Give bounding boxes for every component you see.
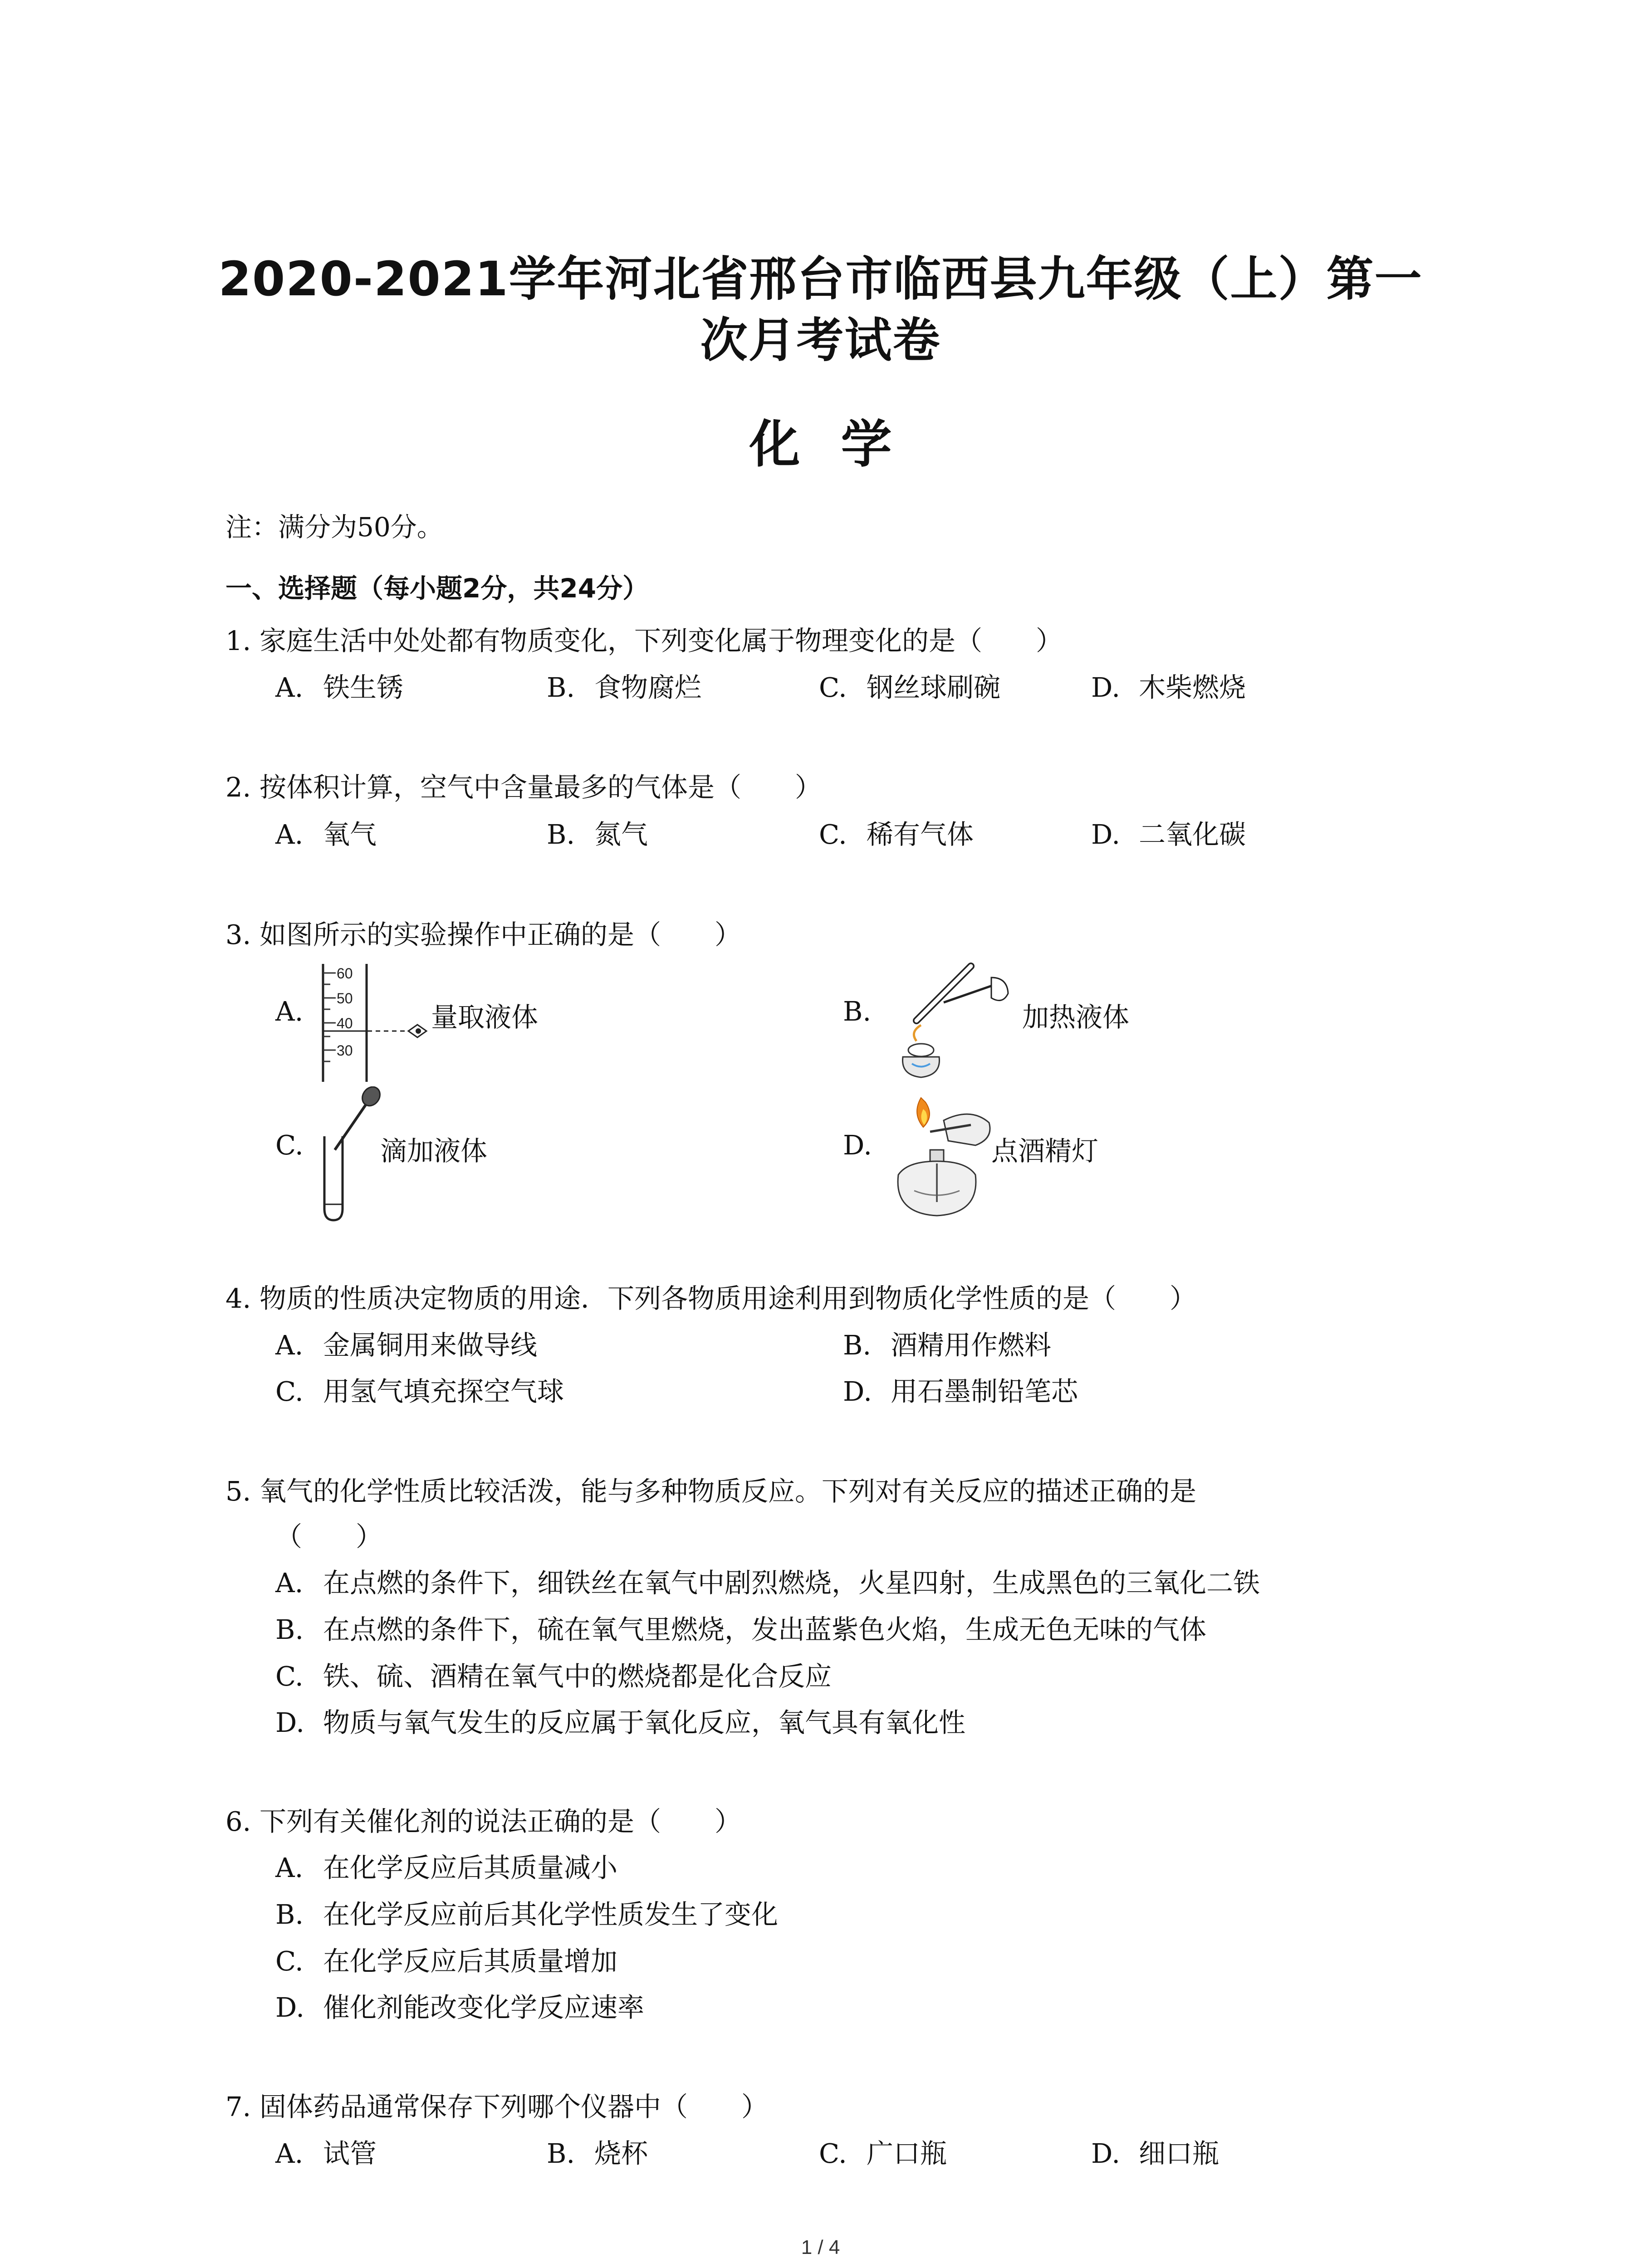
cylinder-tick-60: 60 [337,965,353,982]
question-1-option-c: C. 钢丝球刷碗 [819,672,1001,703]
question-7-stem: 7. 固体药品通常保存下列哪个仪器中（ ） [225,2091,769,2122]
question-6-option-a: A. 在化学反应后其质量减小 [275,1852,618,1883]
question-4-option-b: B. 酒精用作燃料 [843,1330,1052,1361]
question-4-option-c: C. 用氢气填充探空气球 [275,1376,564,1407]
question-5-stem: 5. 氧气的化学性质比较活泼，能与多种物质反应。下列对有关反应的描述正确的是 [225,1476,1197,1507]
section-heading-choice: 一、选择题（每小题2分，共24分） [225,573,649,604]
question-3-option-d-text: 点酒精灯 [991,1135,1099,1167]
question-1-option-a: A. 铁生锈 [275,672,404,703]
question-3-option-b-letter: B. [843,996,872,1027]
cylinder-tick-50: 50 [337,990,353,1007]
question-3-option-c-letter: C. [275,1129,304,1161]
exam-title-line-2: 次月考试卷 [700,313,941,368]
question-3-option-a-text: 量取液体 [431,1002,539,1033]
question-6-stem: 6. 下列有关催化剂的说法正确的是（ ） [225,1806,742,1837]
exam-title-line-1: 2020-2021学年河北省邢台市临西县九年级（上）第一 [218,251,1423,307]
score-note: 注：满分为50分。 [225,512,443,543]
question-5-option-a: A. 在点燃的条件下，细铁丝在氧气中剧烈燃烧，火星四射，生成黑色的三氧化二铁 [275,1567,1260,1598]
question-2-option-b: B. 氮气 [547,819,648,850]
question-7-option-c: C. 广口瓶 [819,2138,947,2169]
question-5-option-c: C. 铁、硫、酒精在氧气中的燃烧都是化合反应 [275,1661,832,1692]
question-5-option-d: D. 物质与氧气发生的反应属于氧化反应，氧气具有氧化性 [275,1707,966,1738]
question-3-option-d-letter: D. [843,1129,872,1161]
question-4-stem: 4. 物质的性质决定物质的用途．下列各物质用途利用到物质化学性质的是（ ） [225,1283,1197,1314]
alcohol-lamp-figure [880,1089,1007,1220]
cylinder-tick-30: 30 [337,1042,353,1059]
page-number: 1 / 4 [801,2236,840,2258]
question-7-option-d: D. 细口瓶 [1091,2138,1220,2169]
question-2-stem: 2. 按体积计算，空气中含量最多的气体是（ ） [225,772,822,803]
subject-heading: 化学 [749,415,933,474]
question-1-option-b: B. 食物腐烂 [547,672,702,703]
question-6-option-c: C. 在化学反应后其质量增加 [275,1945,618,1977]
question-1-option-d: D. 木柴燃烧 [1091,672,1246,703]
question-5-stem-continued: （ ） [275,1521,383,1552]
question-3-option-c-text: 滴加液体 [380,1135,488,1167]
question-5-option-b: B. 在点燃的条件下，硫在氧气里燃烧，发出蓝紫色火焰，生成无色无味的气体 [275,1614,1207,1645]
question-2-option-c: C. 稀有气体 [819,819,974,850]
graduated-cylinder-figure [318,959,436,1084]
heating-liquid-figure [885,953,1021,1084]
question-3-option-a-letter: A. [275,996,304,1027]
question-3-option-b-text: 加热液体 [1022,1002,1130,1033]
cylinder-tick-40: 40 [337,1015,353,1031]
question-7-option-b: B. 烧杯 [547,2138,648,2169]
question-4-option-a: A. 金属铜用来做导线 [275,1330,538,1361]
question-3-stem: 3. 如图所示的实验操作中正确的是（ ） [225,919,742,950]
question-4-option-d: D. 用石墨制铅笔芯 [843,1376,1078,1407]
question-2-option-d: D. 二氧化碳 [1091,819,1246,850]
question-1-stem: 1. 家庭生活中处处都有物质变化，下列变化属于物理变化的是（ ） [225,625,1063,656]
question-2-option-a: A. 氧气 [275,819,377,850]
dropping-liquid-figure [313,1086,386,1222]
question-6-option-b: B. 在化学反应前后其化学性质发生了变化 [275,1899,779,1930]
exam-title [191,249,1450,371]
question-6-option-d: D. 催化剂能改变化学反应速率 [275,1992,645,2023]
question-7-option-a: A. 试管 [275,2138,377,2169]
